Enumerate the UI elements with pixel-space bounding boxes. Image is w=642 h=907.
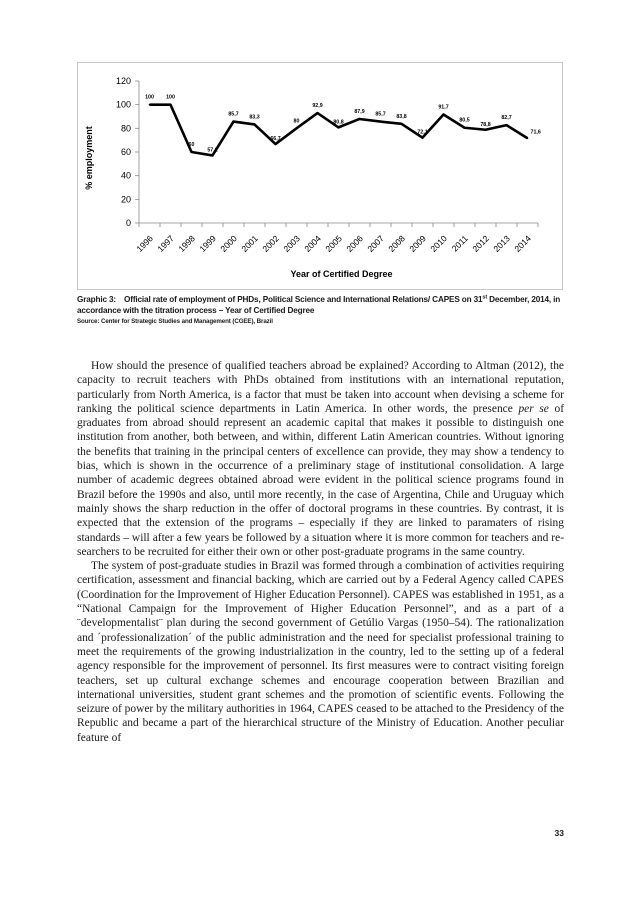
data-label: 87,9 xyxy=(354,108,365,115)
data-point xyxy=(254,124,256,126)
x-tick-label: 1996 xyxy=(134,233,155,254)
data-point xyxy=(380,121,382,123)
x-tick-label: 2002 xyxy=(260,233,281,254)
data-point xyxy=(401,123,403,125)
data-label: 80,8 xyxy=(333,119,344,126)
x-tick-label: 2006 xyxy=(344,233,365,254)
data-point xyxy=(170,104,172,106)
x-tick-label: 2004 xyxy=(302,233,323,254)
y-tick-label: 120 xyxy=(115,76,131,86)
y-tick-label: 80 xyxy=(120,123,131,134)
data-point xyxy=(212,155,214,157)
page-number: 33 xyxy=(554,828,564,838)
data-label: 60 xyxy=(188,142,195,148)
data-point xyxy=(317,112,319,114)
x-tick-label: 2005 xyxy=(323,233,344,254)
x-tick-label: 2007 xyxy=(365,233,386,254)
figure-source: Source: Center for Strategic Studies and Management (CGEE), Brazil xyxy=(77,318,273,325)
caption-text-after: December, 2014, in accordance with the titration process – Year of Certified Degree xyxy=(77,295,561,315)
chart-container xyxy=(77,62,563,290)
y-tick-label: 0 xyxy=(125,218,131,228)
data-point xyxy=(527,137,529,139)
y-tick-label: 60 xyxy=(120,147,131,157)
data-label: 66,7 xyxy=(270,136,281,143)
caption-superscript: st xyxy=(482,294,487,301)
y-tick-label: 100 xyxy=(115,99,131,110)
paragraph-2: The system of post-graduate studies in Brazil was formed through a combination of activities requiring certification, assessment and financial backing, which are carried out by a Federal Agency called CAPES (Coordination for the Improvement of Higher Education Personnel). CAPES was established in 1951, as a “National Campaign for the Improvement of Higher Education Personnel”, and as a part of a ¨developmentalist¨ plan during the second government of Getúlio Vargas (1950–54). The rationalization and ´professionalization´ of the public administration and the need for specialist professional training to meet the requirements of the growing industrialization in the country, led to the setting up of a federal agency responsible for the improvement of personnel. Its first measures were to contract visiting foreign teachers, set up cultural exchange schemes and encourage cooperation between Brazilian and international universities, student grant schemes and the promotion of scientific events. Following the seizure of power by the military authorities in 1964, CAPES ceased to be attached to the Presidency of the Republic and became a part of the hierarchical structure of the Ministry of Education. Another peculiar feature of xyxy=(77,560,564,744)
figure-caption xyxy=(77,294,577,326)
data-point xyxy=(485,129,487,131)
x-axis-title: Year of Certified Degree xyxy=(290,269,393,279)
x-tick-label: 2013 xyxy=(491,233,512,254)
data-label: 85,7 xyxy=(228,111,239,118)
data-label: 91,7 xyxy=(438,104,449,111)
x-tick-label: 2008 xyxy=(386,233,407,254)
data-point xyxy=(506,124,508,126)
data-label: 100 xyxy=(166,94,175,101)
employment-line-chart xyxy=(78,63,564,291)
data-point xyxy=(149,104,151,106)
data-label: 71,6 xyxy=(530,129,541,136)
x-tick-label: 2001 xyxy=(239,233,260,254)
x-tick-label: 2009 xyxy=(407,233,428,254)
x-tick-label: 2003 xyxy=(281,233,302,254)
data-point xyxy=(359,118,361,120)
x-tick-label: 2011 xyxy=(449,233,470,254)
data-label: 57,1 xyxy=(207,147,218,154)
paragraph-1-before: How should the presence of qualified teachers abroad be explained? According to Altman (2012), the capacity to recruit teachers with PhDs obtained from institutions with an international reputation, particularly from North America, is a factor that must be taken into account when devising a scheme for ranking the political science departments in Latin America. In other words, the presence xyxy=(77,360,564,415)
data-label: 83,8 xyxy=(396,113,407,120)
x-tick-label: 1999 xyxy=(197,233,218,254)
paragraph-1-emphasis: per se xyxy=(518,402,549,415)
x-tick-label: 2012 xyxy=(470,233,491,254)
data-label: 82,7 xyxy=(501,115,512,122)
data-point xyxy=(422,137,424,139)
x-tick-label: 2000 xyxy=(218,233,239,254)
data-label: 92,9 xyxy=(312,103,323,110)
data-point xyxy=(338,127,340,129)
y-axis-title: % employment xyxy=(84,126,94,190)
x-tick-label: 1997 xyxy=(155,233,176,254)
x-tick-label: 2014 xyxy=(512,233,533,254)
data-point xyxy=(464,127,466,129)
paragraph-1 xyxy=(77,359,564,559)
y-tick-label: 20 xyxy=(120,194,131,205)
data-label: 72,1 xyxy=(417,129,428,136)
data-label: 100 xyxy=(145,94,154,101)
series-line xyxy=(150,105,528,156)
data-label: 78,8 xyxy=(480,121,491,128)
data-point xyxy=(191,151,193,153)
data-label: 80 xyxy=(293,118,300,125)
data-label: 83,3 xyxy=(249,114,260,121)
paragraph-1-after: of graduates from abroad should represent an academic capital that makes it possible to distinguish one institution from another, both between, and within, different Latin American countries. Without ignoring the benefits that training in the principal centers of excellence can provide, they may show a tendency to bias, which is shown in the occurrence of a preliminary stage of institutional consolidation. A large number of academic degrees obtained abroad were evident in the political science programs found in Brazil before the 1990s and also, until more recently, in the case of Argentina, Chile and Uruguay which mainly shows the sharp reduction in the offer of doctoral programs in these countries. By contrast, it is expected that the extension of the programs – especially if they are linked to paramaters of rising standards – will after a few years be followed by a situation where it is more common for teachers and researchers to be recruited for either their own or other post-graduate programs in the same country. xyxy=(77,402,565,558)
data-point xyxy=(233,121,235,123)
data-point xyxy=(275,143,277,145)
x-tick-label: 1998 xyxy=(176,233,197,254)
y-tick-label: 40 xyxy=(120,170,131,181)
data-label: 85,7 xyxy=(375,111,386,118)
x-tick-label: 2010 xyxy=(428,233,449,254)
caption-text: Graphic 3: Official rate of employment of PHDs, Political Science and International Relations/ CAPES on 31 xyxy=(77,295,483,304)
data-point xyxy=(296,128,298,130)
data-label: 80,5 xyxy=(459,117,470,124)
data-point xyxy=(443,114,445,116)
body-text xyxy=(77,359,564,745)
